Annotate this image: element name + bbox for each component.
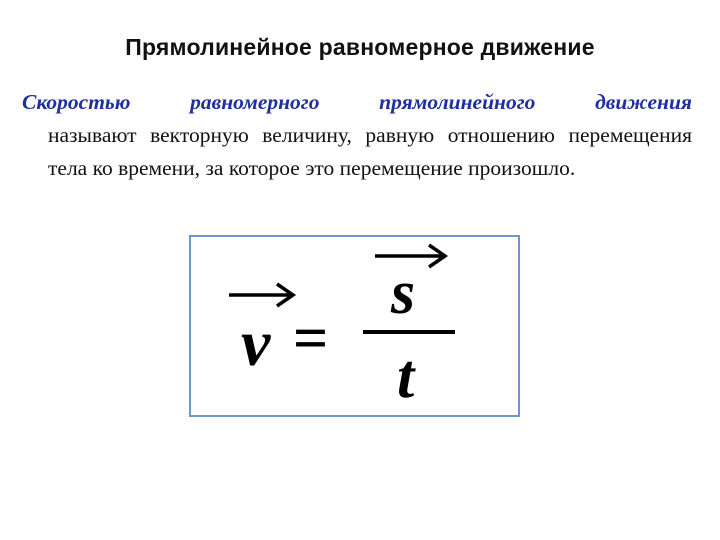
- equals-symbol: =: [293, 305, 329, 373]
- displacement-symbol: s: [391, 259, 416, 327]
- velocity-vector-arrow: [229, 284, 293, 306]
- formula-box: [189, 235, 520, 417]
- time-symbol: t: [397, 343, 415, 411]
- definition-body: называют векторную величину, равную отношению перемещения тела ко времени, за которое это перемещение произошло.: [48, 123, 692, 180]
- definition-term: Скоростью равномерного прямолинейного движения: [22, 90, 692, 114]
- velocity-symbol: v: [241, 307, 271, 380]
- definition-text: [22, 86, 692, 185]
- slide-title: Прямолинейное равномерное движение: [125, 34, 595, 60]
- velocity-formula: [191, 237, 518, 415]
